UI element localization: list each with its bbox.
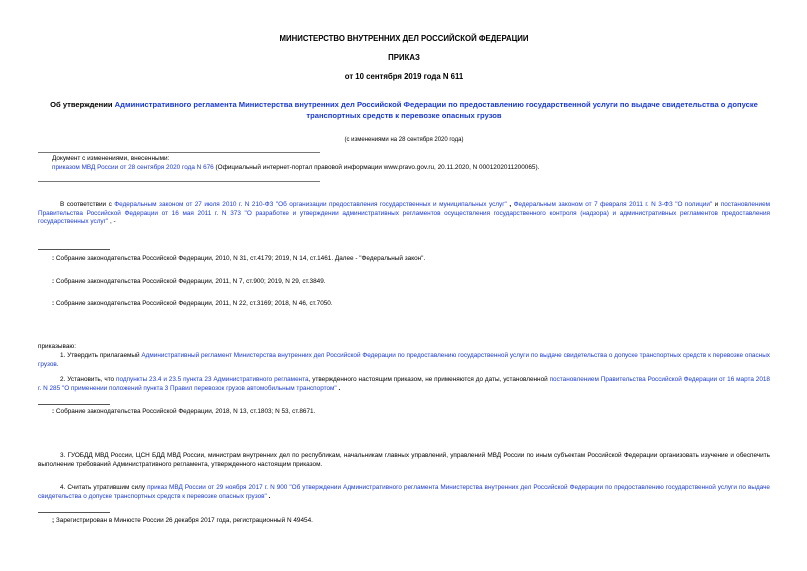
footnote-mark: : (52, 255, 56, 262)
footnote-rule-1 (38, 249, 110, 250)
item-1-paragraph (38, 352, 770, 369)
footnote-2-text: Собрание законодательства Российской Федерации, 2011, N 7, ст.900; 2019, N 29, ст.3849. (55, 278, 326, 285)
ministry-heading: МИНИСТЕРСТВО ВНУТРЕННИХ ДЕЛ РОССИЙСКОЙ ФЕДЕРАЦИИ (279, 34, 529, 43)
item-1-text-1: 1. Утвердить прилагаемый (60, 352, 142, 359)
preamble-mid-2: и (712, 201, 721, 208)
footnote-1-text: Собрание законодательства Российской Федерации, 2010, N 31, ст.4179; 2019, N 14, ст.1461. Далее - "Федеральный закон". (55, 255, 426, 262)
item-4-paragraph (38, 484, 770, 501)
item-1-regulation-link[interactable]: Административный регламент Министерства внутренних дел Российской Федерации по предоставлению государственной услуги по выдаче свидетельства о допуске транспортных средств к перевозке опасных грузов (38, 352, 770, 368)
footnote-4 (38, 408, 752, 417)
footnote-3 (38, 300, 752, 309)
doc-info-order-link[interactable]: приказом МВД России от 28 сентября 2020 года N 676 (52, 163, 214, 171)
item-2-text-1: 2. Установить, что (60, 376, 116, 383)
preamble-mid-1: , (506, 201, 514, 208)
doc-info-label: Документ с изменениями, внесенными: (52, 155, 170, 162)
footnote-mark: : (52, 408, 56, 415)
footnote-5-text: Зарегистрирован в Минюсте России 26 декабря 2017 года, регистрационный N 49454. (55, 517, 313, 524)
preamble-text-1: В соответствии с (60, 201, 115, 208)
footnote-mark: : (52, 300, 56, 307)
item-4-text-1: 4. Считать утратившим силу (60, 484, 148, 491)
date-number-heading: от 10 сентября 2019 года N 611 (344, 72, 464, 81)
amendments-note: (с изменениями на 28 сентября 2020 года) (344, 137, 464, 143)
footnote-5 (38, 517, 752, 526)
item-4-text-2: . (266, 492, 271, 500)
doc-info-bottom-rule (38, 181, 320, 182)
item-1-text-2: . (56, 360, 59, 368)
footnote-3-text: Собрание законодательства Российской Федерации, 2011, N 22, ст.3169; 2018, N 46, ст.7050. (55, 300, 333, 307)
preamble-law-210-link[interactable]: Федеральным законом от 27 июля 2010 г. N 210-ФЗ "Об организации предоставления государственных и муниципальных услуг" (114, 201, 507, 208)
item-4-order-900-link[interactable]: приказ МВД России от 29 ноября 2017 г. N 900 "Об утверждении Административного регламента Министерства внутренних дел Российской Федерации по предоставлению государственной услуги по выдаче свидетельства о допуске транспортных средств к перевозке опасных грузов" (38, 484, 770, 500)
item-2-text-2: , утвержденного настоящим приказом, не применяются до даты, установленной (308, 376, 550, 383)
footnote-4-text: Собрание законодательства Российской Федерации, 2018, N 13, ст.1803; N 53, ст.8671. (55, 408, 316, 415)
footnote-2 (38, 278, 752, 287)
preamble-law-3-link[interactable]: Федеральным законом от 7 февраля 2011 г. N 3-ФЗ "О полиции" (513, 201, 713, 208)
preamble-decree-373-link[interactable]: постановлением Правительства Российской Федерации от 16 мая 2011 г. N 373 "О разработке и утверждении административных регламентов осуществления государственного контроля (надзора) и административных регламентов предоставления государственных услуг" (38, 201, 771, 226)
doc-info-rest: (Официальный интернет-портал правовой информации www.pravo.gov.ru, 20.11.2020, N 0001202011200065). (213, 163, 540, 171)
title-prefix: Об утверждении (50, 100, 115, 109)
footnote-mark: ; (52, 517, 56, 524)
footnote-1 (38, 255, 752, 264)
order-word: приказываю: (38, 343, 76, 350)
footnote-rule-3 (38, 512, 110, 513)
footnote-mark: : (52, 278, 56, 285)
title-regulation-link[interactable]: Административного регламента Министерства внутренних дел Российской Федерации по предоставлению государственной услуги по выдаче свидетельства о допуске транспортных средств к перевозке опасных грузов (114, 100, 758, 120)
preamble-text-2: , - (108, 218, 116, 226)
doc-info-top-rule (38, 152, 320, 153)
item-2-paragraph (38, 376, 770, 393)
item-3-paragraph: 3. ГУОБДД МВД России, ЦСН БДД МВД России, министрам внутренних дел по республикам, начальникам главных управлений, управлений МВД России по иным субъектам Российской Федерации организовать изучение и обеспечить выполнение требований Административного регламента, утвержденного настоящим приказом. (38, 452, 770, 468)
doc-info-block (52, 155, 764, 172)
footnote-rule-2 (38, 404, 110, 405)
item-2-text-3: . (336, 384, 341, 392)
document-title (38, 100, 770, 121)
item-2-decree-285-link[interactable]: постановлением Правительства Российской Федерации от 16 марта 2018 г. N 285 "О применении положений пункта 3 Правил перевозок грузов автомобильным транспортом" (38, 376, 770, 392)
item-2-subparagraphs-link[interactable]: подпункты 23.4 и 23.5 пункта 23 Административного регламента (115, 376, 309, 383)
preamble-paragraph (38, 201, 770, 227)
doc-type-heading: ПРИКАЗ (388, 53, 420, 62)
